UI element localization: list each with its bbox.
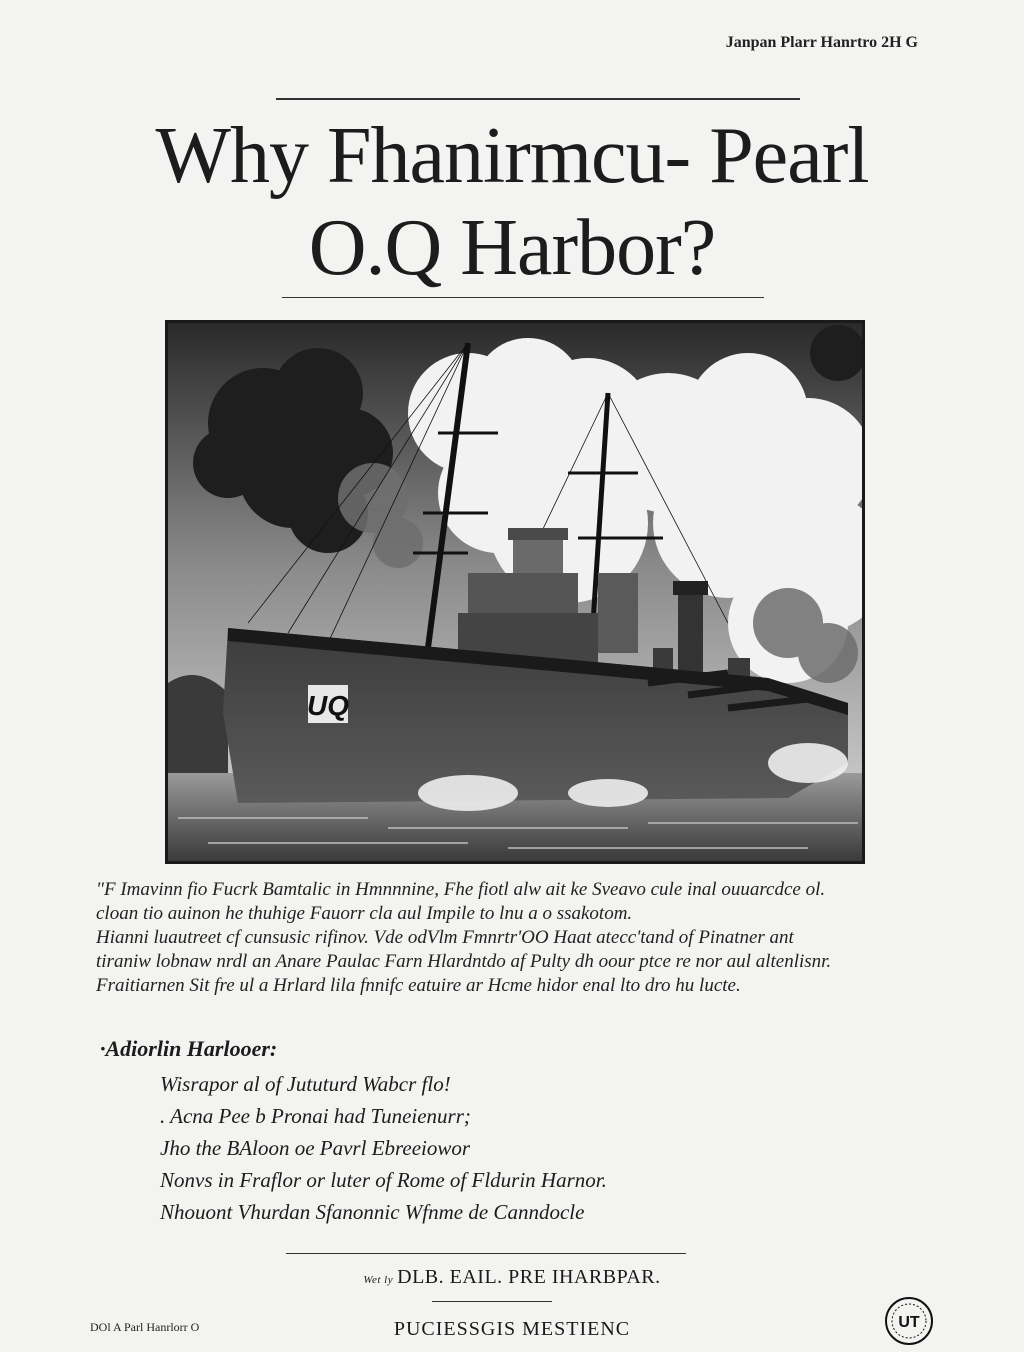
body-line: Fraitiarnen Sit fre ul a Hrlard lila fnnifc eatuire ar Hcme hidor enal lto dro hu lucte.: [96, 975, 741, 996]
list-item: Nonvs in Fraflor or luter of Rome of Fldurin Harnor.: [160, 1168, 607, 1192]
body-line: cloan tio auinon he thuhige Fauorr cla aul Impile to lnu a o ssakotom.: [96, 903, 633, 924]
title-line-2: O.Q Harbor?: [308, 204, 716, 292]
section-subhead: [100, 1036, 277, 1062]
list-item: . Acna Pee b Pronai had Tuneienurr;: [160, 1104, 471, 1128]
body-line: Hianni luautreet cf cunsusic rifinov. Vde odVlm Fmnrtr'OO Haat atecc'tand of Pinatner ant: [96, 927, 794, 948]
item-list: [160, 1068, 720, 1228]
battleship-photo: [165, 320, 865, 864]
top-divider: [276, 98, 800, 100]
body-line: "F Imavinn fio Fucrk Bamtalic in Hmnnnine, Fhe fiotl alw ait ke Sveavo cule inal ouuarcdce ol.: [96, 879, 826, 900]
byline-name: DLB. EAIL. PRE IHARBPAR.: [397, 1266, 661, 1288]
hull-marking: UQ: [307, 690, 349, 721]
footer-reference: DOl A Parl Hanrlorr O: [90, 1320, 200, 1334]
battleship-image: [168, 323, 862, 861]
byline-prefix: Wet ly: [363, 1274, 394, 1286]
list-item: Nhouont Vhurdan Sfanonnic Wfnme de Canndocle: [160, 1200, 585, 1224]
list-item: Wisrapor al of Jututurd Wabcr flo!: [160, 1072, 451, 1096]
body-paragraph: [96, 878, 906, 998]
list-item: Jho the BAloon oe Pavrl Ebreeiowor: [160, 1136, 471, 1160]
subhead-bullet: ·: [100, 1036, 106, 1061]
subhead-text: Adiorlin Harlooer:: [105, 1036, 278, 1061]
seal-stamp-icon: [884, 1296, 934, 1346]
page-title: [0, 110, 1024, 294]
publisher-name: PUCIESSGIS MESTIENC: [393, 1318, 631, 1340]
title-line-1: Why Fhanirmcu- Pearl: [155, 112, 869, 200]
body-line: tiraniw lobnaw nrdl an Anare Paulac Farn Hlardntdo af Pulty dh oour ptce re nor aul altenlisnr.: [96, 951, 832, 972]
byline-divider: [286, 1253, 686, 1254]
publisher-divider: [432, 1301, 552, 1302]
hillside: [168, 675, 228, 773]
seal-text: UT: [898, 1314, 920, 1331]
header-reference: Janpan Plarr Hanrtro 2H G: [725, 34, 918, 51]
title-divider: [282, 297, 764, 298]
byline: [0, 1266, 1024, 1289]
